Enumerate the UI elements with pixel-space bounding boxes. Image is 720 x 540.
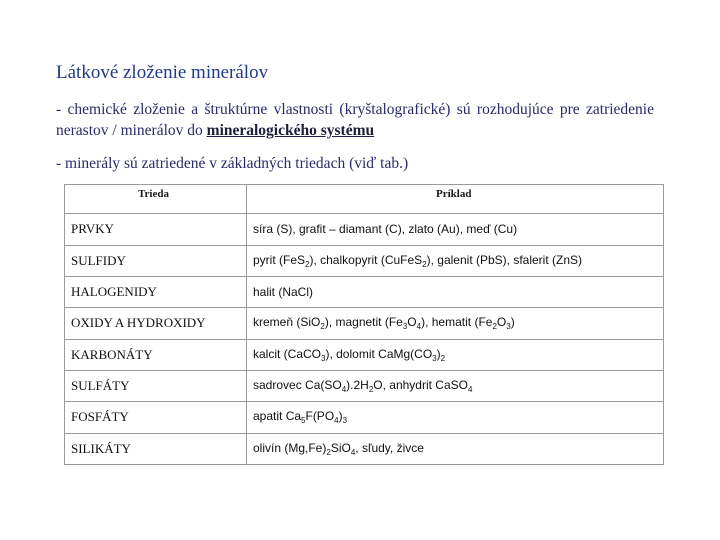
table-row (65, 370, 664, 401)
table-header-row (65, 185, 664, 214)
table-body (65, 185, 664, 465)
mineral-class-cell: PRVKY (65, 214, 247, 245)
header-cell-empty (65, 185, 247, 214)
paragraph-classification (56, 99, 654, 141)
mineral-class-cell: OXIDY A HYDROXIDY (65, 308, 247, 339)
mineral-example-cell: olivín $(Mg,Fe)_2SiO_4$, sľudy, živce (247, 433, 664, 464)
mineral-class-cell: SULFIDY (65, 245, 247, 276)
slide-title: Látkové zloženie minerálov (56, 62, 269, 83)
mineral-example-cell: halit (NaCl) (247, 276, 664, 307)
table-row (65, 245, 664, 276)
paragraph-text: - chemické zloženie a štruktúrne vlastnosti (kryštalografické) sú rozhodujúce pre zatriedenie nerastov / minerálov do (56, 101, 654, 139)
mineral-example-cell: sadrovec $Ca(SO_4).2H_2O$, anhydrit CaSO$_4$ (247, 370, 664, 401)
paragraph-classes: - minerály sú zatriedené v základných triedach (viď tab.) (56, 155, 409, 172)
mineral-class-cell: SILIKÁTY (65, 433, 247, 464)
mineral-example-cell: kremeň (SiO$_2$), magnetit $(Fe_3O_4)$, hematit $(Fe_2O_3)$ (247, 308, 664, 339)
table-row (65, 276, 664, 307)
column-header-example: Príklad (436, 188, 472, 200)
table-row (65, 214, 664, 245)
mineral-class-cell: KARBONÁTY (65, 339, 247, 370)
mineral-class-cell: SULFÁTY (65, 370, 247, 401)
table-row (65, 402, 664, 433)
table-row (65, 308, 664, 339)
mineral-example-cell: kalcit (CaCO$_3$), dolomit $CaMg(CO_3)_2$ (247, 339, 664, 370)
table-row (65, 433, 664, 464)
mineral-example-cell: pyrit (FeS$_2$), chalkopyrit (CuFeS$_2$), galenit (PbS), sfalerit (ZnS) (247, 245, 664, 276)
highlight-term: mineralogického systému (206, 122, 375, 139)
table-row (65, 339, 664, 370)
mineral-classes-table (64, 184, 664, 465)
mineral-example-cell: apatit $Ca_5F(PO_4)_3$ (247, 402, 664, 433)
column-header-class: Trieda (138, 188, 169, 200)
mineral-example-cell: síra (S), grafit – diamant (C), zlato (Au), meď (Cu) (247, 214, 664, 245)
header-cell-empty (247, 185, 664, 214)
mineral-class-cell: HALOGENIDY (65, 276, 247, 307)
mineral-class-cell: FOSFÁTY (65, 402, 247, 433)
